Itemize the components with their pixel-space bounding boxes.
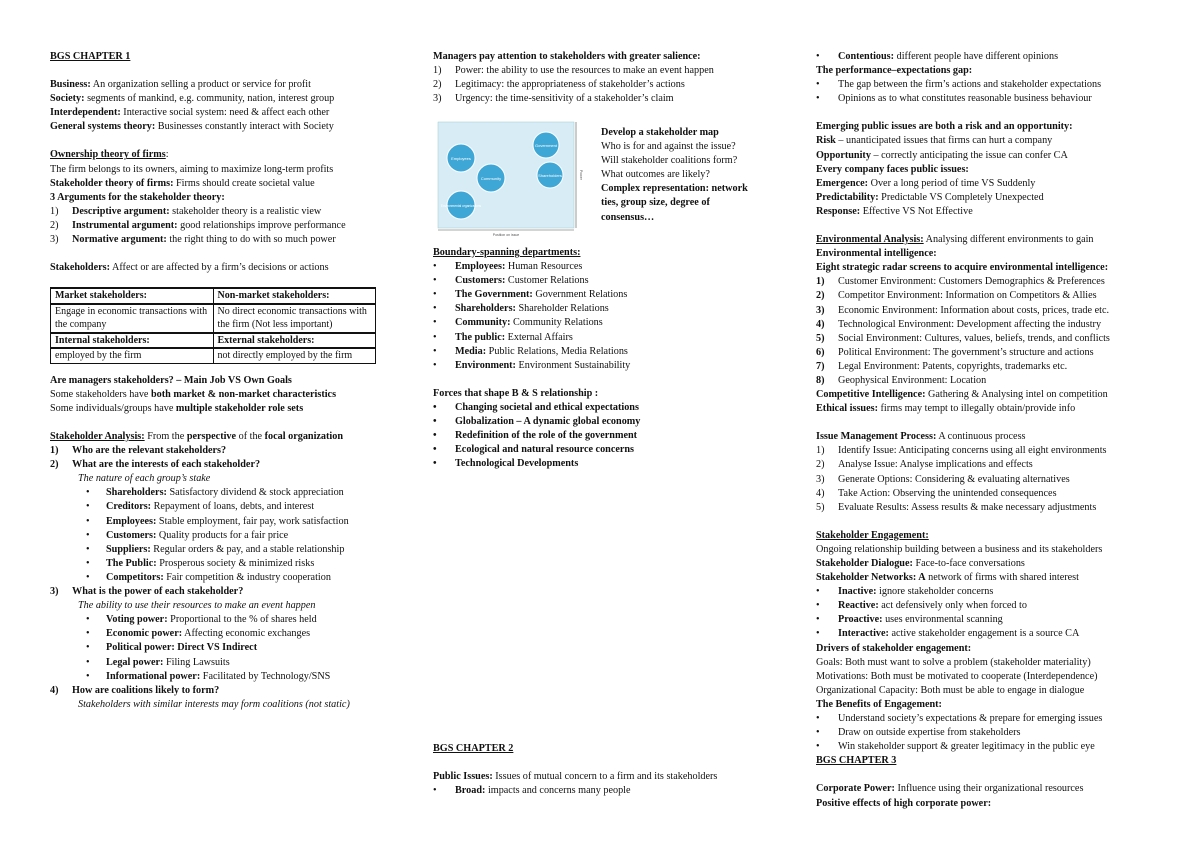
stakeholder-theory: Stakeholder theory of firms: Firms should create societal value <box>50 177 315 189</box>
boundary-item: • The public: External Affairs <box>433 331 573 343</box>
public-issues-def: Public Issues: Issues of mutual concern to a firm and its stakeholders <box>433 771 718 783</box>
emergence-line: Emergence: Over a long period of time VS Suddenly <box>816 177 1036 189</box>
boundary-item: • The Government: Government Relations <box>433 289 628 301</box>
question-2: 2) What are the interests of each stakeholder? <box>50 459 261 471</box>
chapter-2-title: BGS CHAPTER 2 <box>433 743 514 754</box>
map-line: Who is for and against the issue? <box>601 141 736 153</box>
env-item: 1) Customer Environment: Customers Demographics & Preferences <box>816 276 1105 288</box>
env-item: 3) Economic Environment: Information about costs, prices, trade etc. <box>816 304 1110 316</box>
map-line: What outcomes are likely? <box>601 169 710 181</box>
chapter-2-section <box>433 742 793 798</box>
power-item: • Informational power: Facilitated by Technology/SNS <box>86 670 331 682</box>
stakeholder-analysis-title: Stakeholder Analysis: From the perspective of the focal organization <box>50 431 344 442</box>
salience-item: 3) Urgency: the time-sensitivity of a stakeholder’s claim <box>433 93 674 105</box>
boundary-item: • Customers: Customer Relations <box>433 275 589 287</box>
managers-question: Are managers stakeholders? – Main Job VS Own Goals <box>50 374 292 386</box>
map-x-label: Position on issue <box>492 233 520 237</box>
ownership-desc: The firm belongs to its owners, aiming to maximize long-term profits <box>50 163 334 175</box>
boundary-title: Boundary-spanning departments: <box>433 247 581 258</box>
env-item: 7) Legal Environment: Patents, copyrights, trademarks etc. <box>816 360 1068 372</box>
risk-line: Risk – unanticipated issues that firms can hurt a company <box>816 135 1053 147</box>
benefit-item: • Understand society’s expectations & prepare for emerging issues <box>816 713 1103 725</box>
stakeholder-map-image <box>433 120 583 238</box>
question-2-sub: The nature of each group’s stake <box>78 473 211 485</box>
stakeholders-def: Stakeholders: Affect or are affected by a firm’s decisions or actions <box>50 262 329 274</box>
env-intel-title: Environmental intelligence: <box>816 248 937 260</box>
table-cell: Engage in economic transactions with the company <box>51 304 214 333</box>
boundary-item: • Shareholders: Shareholder Relations <box>433 303 609 315</box>
question-3: 3) What is the power of each stakeholder? <box>50 586 244 598</box>
interest-item: • Customers: Quality products for a fair price <box>86 529 289 541</box>
issue-mgmt-item: 2) Analyse Issue: Analyse implications and effects <box>816 459 1033 471</box>
every-company-title: Every company faces public issues: <box>816 163 969 175</box>
contentious-item: • Contentious: different people have different opinions <box>816 51 1059 62</box>
chapter-1-title: BGS CHAPTER 1 <box>50 51 131 62</box>
boundary-section <box>433 246 793 471</box>
def-business: Business: An organization selling a product or service for profit <box>50 79 311 91</box>
driver-item: Motivations: Both must be motivated to cooperate (Interdependence) <box>816 670 1098 682</box>
interest-item: • Creditors: Repayment of loans, debts, and interest <box>86 501 315 513</box>
question-3-sub: The ability to use their resources to make an event happen <box>78 600 316 612</box>
table-header: Market stakeholders: <box>51 288 214 304</box>
corporate-power: Corporate Power: Influence using their organizational resources <box>816 783 1084 795</box>
positive-effects-title: Positive effects of high corporate power: <box>816 797 992 809</box>
force-item: • Redefinition of the role of the government <box>433 430 638 442</box>
question-4-sub: Stakeholders with similar interests may form coalitions (not static) <box>78 698 350 710</box>
map-node-label: Shareholders <box>538 173 562 178</box>
drivers-title: Drivers of stakeholder engagement: <box>816 642 972 654</box>
def-general-systems: General systems theory: Businesses constantly interact with Society <box>50 121 334 133</box>
argument-item: 3) Normative argument: the right thing to do with so much power <box>50 234 336 246</box>
issue-mgmt-item: 3) Generate Options: Considering & evaluating alternatives <box>816 473 1070 485</box>
issue-mgmt-title: Issue Management Process: A continuous process <box>816 431 1026 443</box>
interest-item: • Suppliers: Regular orders & pay, and a stable relationship <box>86 543 345 555</box>
column-3 <box>816 50 1156 811</box>
driver-item: Goals: Both must want to solve a problem (stakeholder materiality) <box>816 656 1091 668</box>
column-2 <box>433 50 793 797</box>
interest-item: • Employees: Stable employment, fair pay, work satisfaction <box>86 515 349 527</box>
networks-line: Stakeholder Networks: A network of firms with shared interest <box>816 572 1079 584</box>
map-y-label: Power <box>579 170 583 180</box>
table-cell: not directly employed by the firm <box>213 348 376 363</box>
boundary-item: • Community: Community Relations <box>433 317 603 329</box>
env-item: 4) Technological Environment: Development affecting the industry <box>816 318 1102 330</box>
def-interdependent: Interdependent: Interactive social system: need & affect each other <box>50 107 330 119</box>
force-item: • Technological Developments <box>433 458 579 470</box>
force-item: • Globalization – A dynamic global economy <box>433 416 641 428</box>
salience-item: 2) Legitimacy: the appropriateness of stakeholder’s actions <box>433 79 685 91</box>
gap-item: • The gap between the firm’s actions and stakeholder expectations <box>816 79 1102 91</box>
force-item: • Changing societal and ethical expectations <box>433 401 639 413</box>
map-node-label: Environmental organizations <box>440 204 482 208</box>
env-item: 8) Geophysical Environment: Location <box>816 374 987 386</box>
boundary-item: • Employees: Human Resources <box>433 261 583 273</box>
power-item: • Political power: Direct VS Indirect <box>86 642 258 654</box>
boundary-item: • Environment: Environment Sustainability <box>433 359 631 371</box>
chapter-3-title: BGS CHAPTER 3 <box>816 755 897 767</box>
broad-item: • Broad: impacts and concerns many people <box>433 785 631 797</box>
map-node-label: Government <box>534 143 558 148</box>
boundary-item: • Media: Public Relations, Media Relations <box>433 345 628 357</box>
network-item: • Interactive: active stakeholder engagement is a source CA <box>816 628 1080 640</box>
radar-title: Eight strategic radar screens to acquire environmental intelligence: <box>816 262 1109 274</box>
salience-title: Managers pay attention to stakeholders with greater salience: <box>433 51 701 62</box>
stakeholder-table <box>50 287 376 364</box>
competitive-intel: Competitive Intelligence: Gathering & Analysing intel on competition <box>816 389 1108 401</box>
argument-item: 2) Instrumental argument: good relationships improve performance <box>50 219 346 231</box>
opportunity-line: Opportunity – correctly anticipating the issue can confer CA <box>816 149 1068 161</box>
table-header: Internal stakeholders: <box>51 333 214 349</box>
engagement-title: Stakeholder Engagement: <box>816 529 929 541</box>
stakeholder-map-text <box>601 126 801 225</box>
map-complex: Complex representation: network ties, group size, degree of consensus… <box>601 183 748 223</box>
benefit-item: • Draw on outside expertise from stakeholders <box>816 727 1021 739</box>
multiple-roles: Some individuals/groups have multiple stakeholder role sets <box>50 402 304 414</box>
network-item: • Inactive: ignore stakeholder concerns <box>816 586 994 598</box>
interest-item: • Competitors: Fair competition & industry cooperation <box>86 571 331 583</box>
power-item: • Economic power: Affecting economic exchanges <box>86 628 311 640</box>
column-1 <box>50 50 390 712</box>
map-node-label: Employees <box>451 156 471 161</box>
gap-item: • Opinions as to what constitutes reasonable business behaviour <box>816 93 1092 105</box>
force-item: • Ecological and natural resource concerns <box>433 444 635 456</box>
issue-mgmt-item: 4) Take Action: Observing the unintended consequences <box>816 487 1057 499</box>
predictability-line: Predictability: Predictable VS Completely Unexpected <box>816 191 1044 203</box>
env-item: 5) Social Environment: Cultures, values, beliefs, trends, and conflicts <box>816 332 1110 344</box>
ownership-title: Ownership theory of firms: <box>50 149 169 161</box>
map-line: Will stakeholder coalitions form? <box>601 155 738 167</box>
map-node-label: Community <box>480 176 502 181</box>
response-line: Response: Effective VS Not Effective <box>816 205 973 217</box>
table-cell: No direct economic transactions with the firm (Not less important) <box>213 304 376 333</box>
forces-title: Forces that shape B & S relationship : <box>433 387 599 399</box>
benefits-title: The Benefits of Engagement: <box>816 698 942 710</box>
dialogue-line: Stakeholder Dialogue: Face-to-face conversations <box>816 558 1025 569</box>
argument-item: 1) Descriptive argument: stakeholder theory is a realistic view <box>50 205 322 217</box>
env-item: 6) Political Environment: The government’s structure and actions <box>816 346 1094 358</box>
def-society: Society: segments of mankind, e.g. community, nation, interest group <box>50 93 335 105</box>
network-item: • Reactive: act defensively only when forced to <box>816 600 1027 612</box>
gap-title: The performance–expectations gap: <box>816 65 973 77</box>
network-item: • Proactive: uses environmental scanning <box>816 614 1003 626</box>
driver-item: Organizational Capacity: Both must be able to engage in dialogue <box>816 684 1085 696</box>
benefit-item: • Win stakeholder support & greater legitimacy in the public eye <box>816 741 1095 753</box>
issue-mgmt-item: 1) Identify Issue: Anticipating concerns using all eight environments <box>816 445 1107 457</box>
table-cell: employed by the firm <box>51 348 214 363</box>
ethical-issues: Ethical issues: firms may tempt to illegally obtain/provide info <box>816 403 1076 415</box>
env-item: 2) Competitor Environment: Information on Competitors & Allies <box>816 290 1097 302</box>
both-characteristics: Some stakeholders have both market & non-market characteristics <box>50 388 337 400</box>
arguments-title: 3 Arguments for the stakeholder theory: <box>50 191 225 203</box>
salience-item: 1) Power: the ability to use the resources to make an event happen <box>433 65 714 77</box>
issue-mgmt-item: 5) Evaluate Results: Assess results & make necessary adjustments <box>816 501 1097 513</box>
env-analysis: Environmental Analysis: Analysing different environments to gain <box>816 234 1094 246</box>
interest-item: • Shareholders: Satisfactory dividend & stock appreciation <box>86 487 344 499</box>
question-4: 4) How are coalitions likely to form? <box>50 684 220 696</box>
interest-item: • The Public: Prosperous society & minimized risks <box>86 557 315 569</box>
emerging-title: Emerging public issues are both a risk and an opportunity: <box>816 121 1073 133</box>
map-title: Develop a stakeholder map <box>601 127 719 138</box>
power-item: • Voting power: Proportional to the % of shares held <box>86 614 317 626</box>
question-1: 1) Who are the relevant stakeholders? <box>50 445 227 457</box>
power-item: • Legal power: Filing Lawsuits <box>86 656 230 668</box>
table-header: External stakeholders: <box>213 333 376 349</box>
engagement-desc: Ongoing relationship building between a business and its stakeholders <box>816 543 1103 555</box>
table-header: Non-market stakeholders: <box>213 288 376 304</box>
